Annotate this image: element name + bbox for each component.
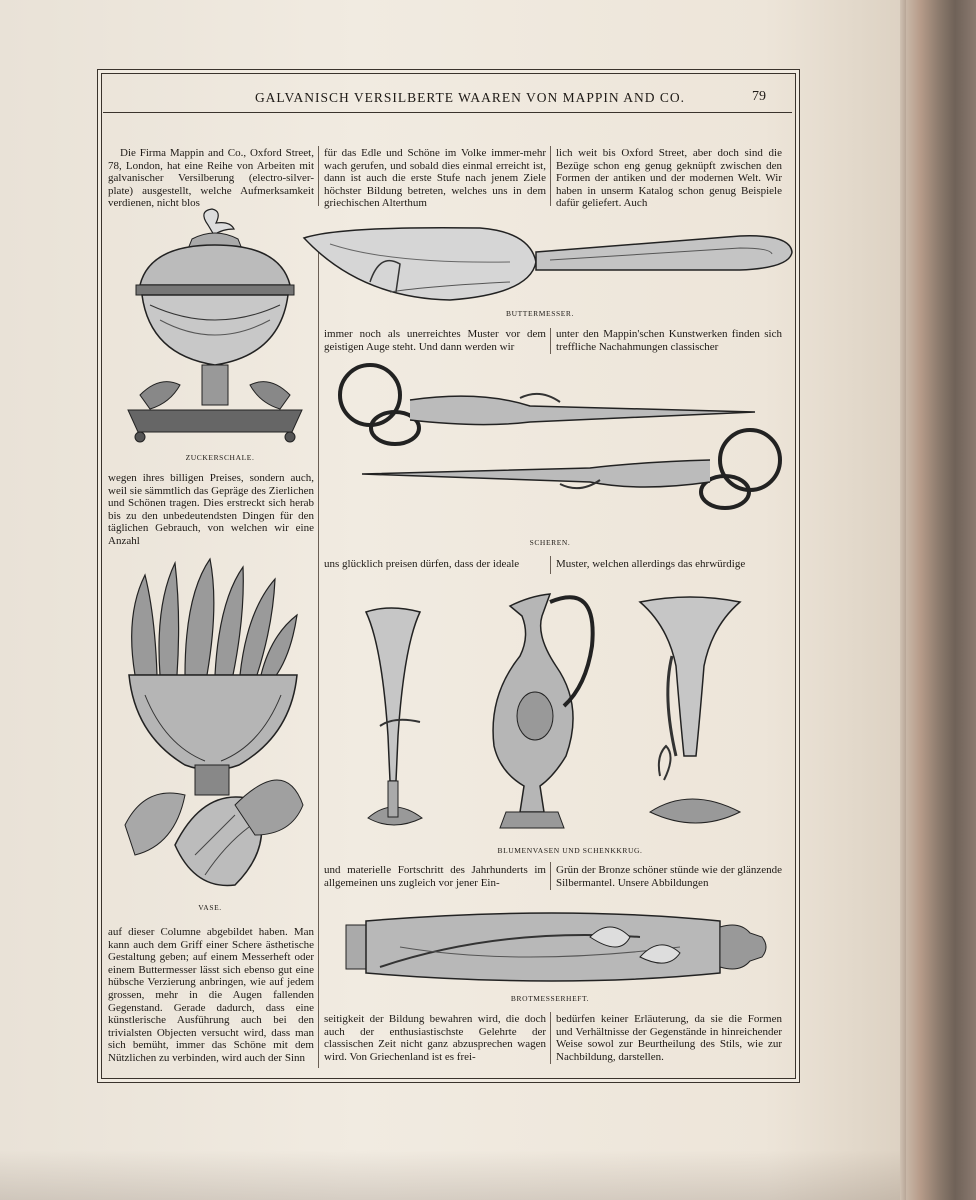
column-rule (550, 862, 551, 890)
intro-paragraph-col2: für das Edle und Schöne im Volke immer-mehr wach gerufen, und sobald dies einmal erreicht ist, dann ist auch die erste Stufe nach jenem Ziele höchster Bildung betreten, welches uns in dem griechischen Alterthum (324, 147, 546, 210)
caption-bread-knife-handle: BROTMESSERHEFT. (510, 994, 590, 1003)
column-rule (318, 146, 319, 206)
header-rule (103, 112, 792, 113)
paragraph-bottom-col2: seitigkeit der Bildung bewahren wird, die doch auch der enthusiastischste Gelehrte der classischen Zeit nicht ganz abzusprechen wagen wird. Von Griechenland ist es frei- (324, 1013, 546, 1063)
page-number: 79 (752, 89, 766, 104)
paragraph-left-middle: wegen ihres billigen Preises, sondern auch, weil sie sämmtlich das Gepräge des Zierlichen und Schönen tragen. Dies erstreckt sich herab bis zu den unbedeutendsten Dingen für den täglichen Gebrauch, von welchen wir eine Anzahl (108, 472, 314, 547)
column-rule (550, 1012, 551, 1064)
bread-knife-handle-illustration (340, 907, 774, 987)
paragraph-after-vases-left: und materielle Fortschritt des Jahrhunderts im allgemeinen uns zugleich vor jener Ein- (324, 864, 546, 889)
book-spine (906, 0, 976, 1200)
caption-butter-knife: BUTTERMESSER. (505, 309, 575, 318)
page-header-title: GALVANISCH VERSILBERTE WAAREN VON MAPPIN AND CO. (254, 90, 686, 105)
column-rule (318, 238, 319, 1068)
column-rule (550, 556, 551, 574)
paragraph-bottom-col3: bedürfen keiner Erläuterung, da sie die Formen und Verhältnisse der Gegenstände in hinreichender Weise sowol zur Beurtheilung des Stils, wie zur Nachbildung, darstellen. (556, 1013, 782, 1063)
intro-paragraph-col3: lich weit bis Oxford Street, aber doch sind die Bezüge schon eng genug geknüpft zwischen den Formen der antiken und der modernen Welt. Wir haben in unserm Katalog schon genug Beispiele dafür geliefert. Auch (556, 147, 782, 210)
caption-vase: VASE. (198, 903, 222, 912)
intro-paragraph-col1: Die Firma Mappin and Co., Oxford Street, 78, London, hat eine Reihe von Arbeiten mit galvanischer Versilberung (electro-silver-plate) ausgestellt, welche Aufmerksamkeit verdienen, nicht blos (108, 147, 314, 210)
caption-scissors: SCHEREN. (529, 538, 571, 547)
caption-sugar-bowl: ZUCKERSCHALE. (185, 453, 255, 462)
sugar-bowl-illustration (120, 205, 310, 450)
page-shadow (0, 1150, 900, 1200)
paragraph-after-butter-left: immer noch als unerreichtes Muster vor dem geistigen Auge steht. Und dann werden wir (324, 328, 546, 353)
scissors-illustration (330, 350, 790, 520)
flower-vases-and-jug-illustration (360, 576, 760, 838)
butter-knife-illustration (300, 222, 796, 304)
caption-flower-vases-and-jug: BLUMENVASEN UND SCHENKKRUG. (497, 846, 643, 855)
paragraph-after-scissors-left: uns glücklich preisen dürfen, dass der ideale (324, 558, 520, 570)
vase-illustration (115, 555, 310, 895)
paragraph-after-vases-right: Grün der Bronze schöner stünde wie der glänzende Silbermantel. Unsere Abbildungen (556, 864, 782, 889)
paragraph-after-scissors-right: Muster, welchen allerdings das ehrwürdige (556, 558, 746, 570)
column-rule (550, 146, 551, 206)
paragraph-after-butter-right: unter den Mappin'schen Kunstwerken finden sich treffliche Nachahmungen classischer (556, 328, 782, 353)
paragraph-left-bottom: auf dieser Columne abgebildet haben. Man kann auch dem Griff einer Schere ästhetische Gestaltung geben; auf einem Messerheft oder einem Buttermesser lässt sich ebenso gut eine hübsche Verzierung anbringen, wie auf jedem grossen, mehr in die Augen fallenden Gegenstand. Gerade dadurch, dass eine künstlerische Ausführung auch bei den trivialsten Objecten versucht wird, dass man sich bemüht, immer das Schöne mit dem Nützlichen zu verbinden, wird auch der Sinn (108, 926, 314, 1064)
